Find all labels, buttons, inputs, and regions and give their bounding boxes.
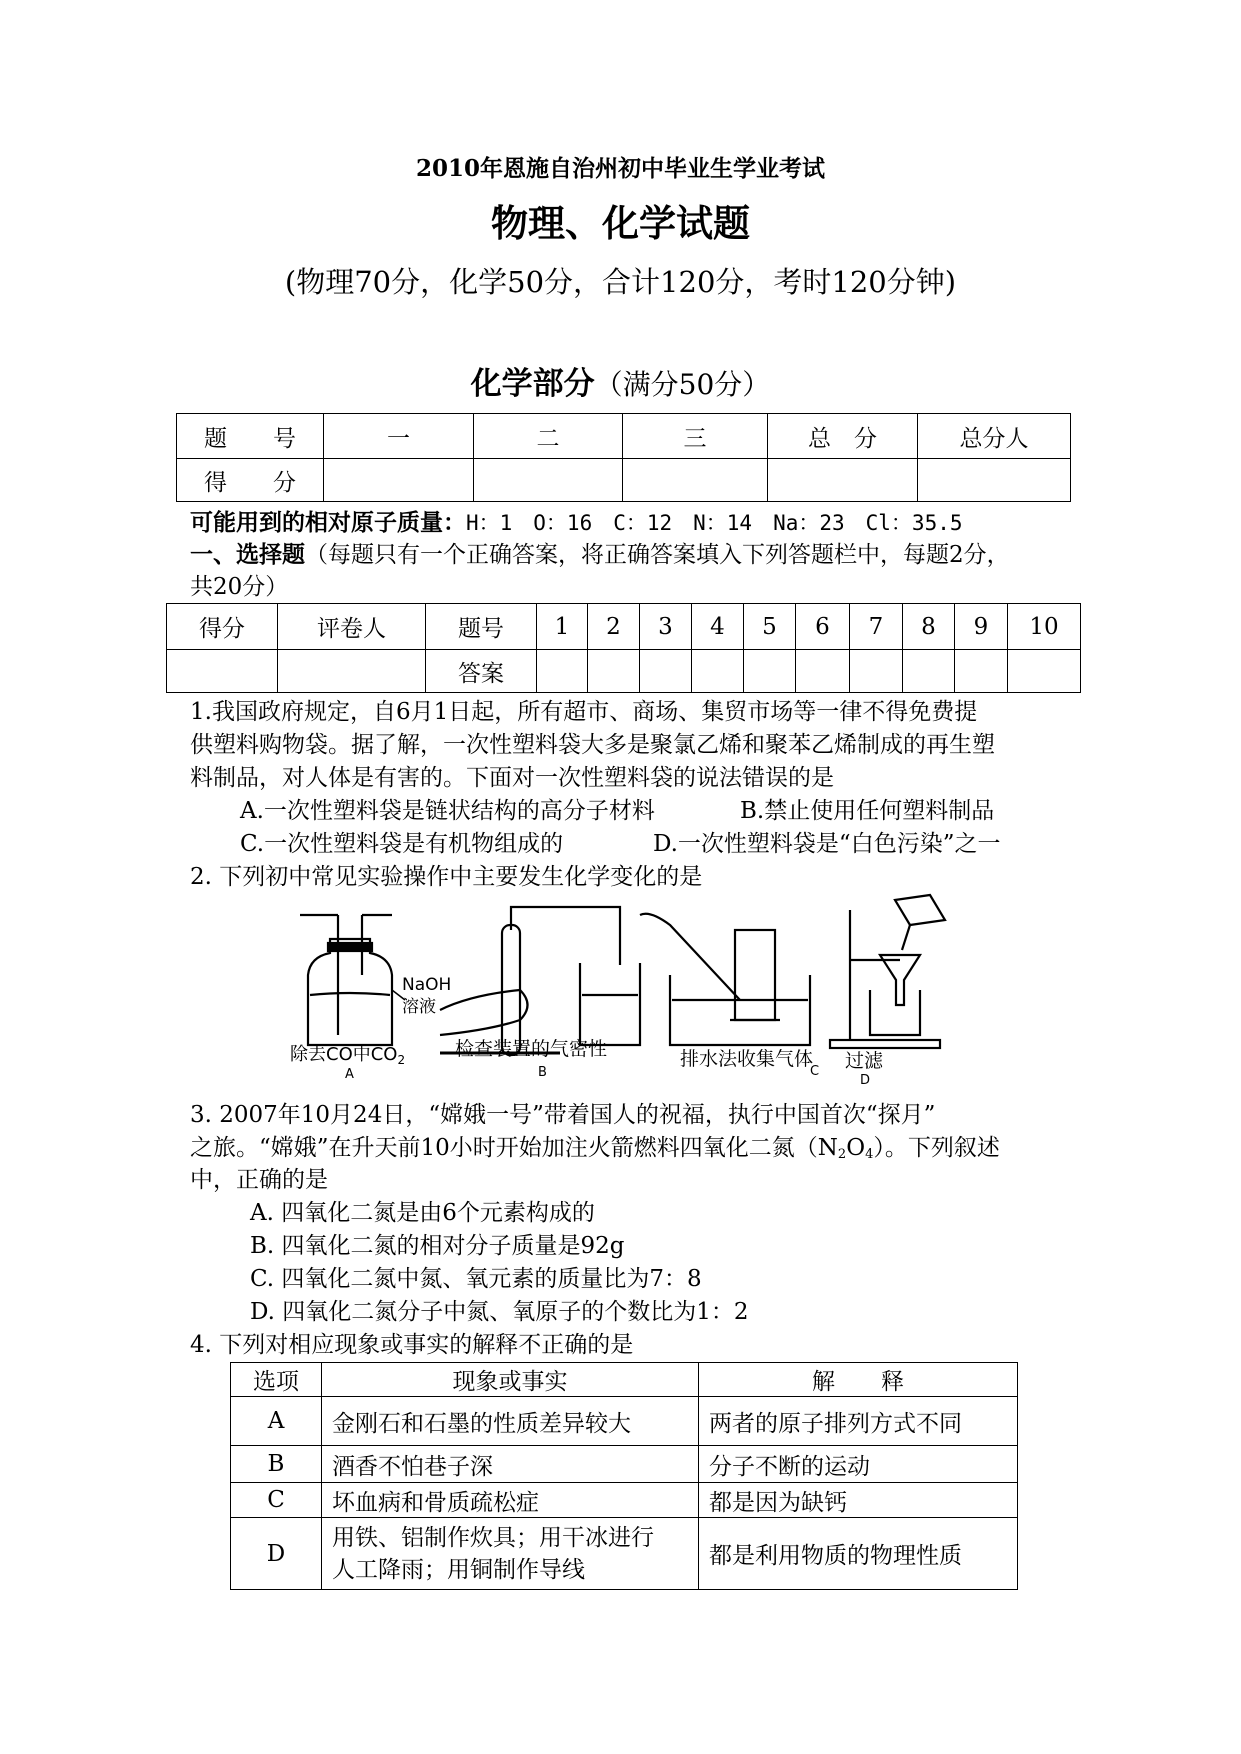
water-displacement-icon bbox=[640, 914, 810, 1045]
fig-a-caption: 除去CO中$CO_2$ bbox=[290, 1044, 406, 1067]
fig-a-reagent-line1: NaOH bbox=[402, 975, 452, 995]
atomic-masses bbox=[190, 507, 963, 539]
gas-washing-bottle-icon bbox=[300, 915, 405, 1045]
q4-stem: 4. 下列对相应现象或事实的解释不正确的是 bbox=[190, 1332, 634, 1358]
q4-header-fact: 现象或事实 bbox=[322, 1363, 699, 1397]
answer-cell[interactable] bbox=[588, 650, 640, 693]
q4-row-option: D bbox=[231, 1518, 322, 1590]
q4-row-fact: 坏血病和骨质疏松症 bbox=[322, 1483, 699, 1518]
score-cell[interactable] bbox=[768, 459, 918, 502]
q3-stem-line3: 中，正确的是 bbox=[190, 1167, 328, 1193]
fig-d-caption: 过滤 bbox=[845, 1050, 884, 1072]
fig-d-letter: D bbox=[860, 1073, 871, 1088]
q2-stem: 2. 下列初中常见实验操作中主要发生化学变化的是 bbox=[190, 864, 703, 890]
score-table-header: 一 bbox=[324, 414, 474, 459]
fig-b-caption: 检查装置的气密性 bbox=[455, 1038, 608, 1060]
score-cell[interactable] bbox=[623, 459, 768, 502]
fig-c-letter: C bbox=[810, 1064, 820, 1079]
section-name: 化学部分 bbox=[470, 366, 595, 402]
answer-cell[interactable] bbox=[850, 650, 903, 693]
section-title bbox=[0, 358, 1241, 403]
question-number: 5 bbox=[744, 604, 796, 650]
q3-option-a: A. 四氧化二氮是由6个元素构成的 bbox=[250, 1200, 595, 1226]
q3-option-c: C. 四氧化二氮中氮、氧元素的质量比为7：8 bbox=[250, 1266, 702, 1292]
q3-stem-line1: 3. 2007年10月24日，“嫦娥一号”带着国人的祝福，执行中国首次“探月” bbox=[190, 1102, 936, 1128]
q4-row-option: B bbox=[231, 1446, 322, 1483]
q4-row-option: C bbox=[231, 1483, 322, 1518]
q4-row-reason: 两者的原子排列方式不同 bbox=[699, 1397, 1018, 1446]
question-number: 8 bbox=[903, 604, 955, 650]
q4-row-reason: 分子不断的运动 bbox=[699, 1446, 1018, 1483]
question-number: 10 bbox=[1008, 604, 1081, 650]
grader-entry[interactable] bbox=[278, 650, 426, 693]
answer-cell[interactable] bbox=[903, 650, 955, 693]
q4-row-fact: 金刚石和石墨的性质差异较大 bbox=[322, 1397, 699, 1446]
question-number: 7 bbox=[850, 604, 903, 650]
q1-option-b: B.禁止使用任何塑料制品 bbox=[740, 798, 995, 824]
part1-instructions: （每题只有一个正确答案，将正确答案填入下列答题栏中，每题2分， bbox=[305, 542, 1010, 568]
question-number: 2 bbox=[588, 604, 640, 650]
fig-a-reagent-line2: 溶液 bbox=[402, 997, 436, 1017]
score-table-header: 三 bbox=[623, 414, 768, 459]
q3-option-d: D. 四氧化二氮分子中氮、氧原子的个数比为1：2 bbox=[250, 1299, 749, 1325]
q1-stem-line1: 1.我国政府规定，自6月1日起，所有超市、商场、集贸市场等一律不得免费提 bbox=[190, 699, 978, 725]
q4-row-reason: 都是因为缺钙 bbox=[699, 1483, 1018, 1518]
part1-heading: 一、选择题 bbox=[190, 541, 305, 568]
score-table-header: 总分人 bbox=[918, 414, 1071, 459]
q4-row-fact: 酒香不怕巷子深 bbox=[322, 1446, 699, 1483]
q3-stem-line2: 之旅。“嫦娥”在升天前10小时开始加注火箭燃料四氧化二氮$(N_2O_4)$。下列叙述 bbox=[190, 1135, 1000, 1162]
part1-heading-line bbox=[190, 539, 1010, 571]
answer-table-grader-label: 评卷人 bbox=[278, 604, 426, 650]
answer-cell[interactable] bbox=[796, 650, 850, 693]
fig-c-caption: 排水法收集气体 bbox=[680, 1048, 814, 1070]
q4-table bbox=[230, 1362, 1018, 1590]
q2-apparatus-figures bbox=[290, 895, 1050, 1088]
score-table-header: 二 bbox=[474, 414, 623, 459]
atomic-masses-values: H：1 O：16 C：12 N：14 Na：23 Cl：35.5 bbox=[466, 511, 963, 535]
q1-option-a: A.一次性塑料袋是链状结构的高分子材料 bbox=[240, 798, 655, 824]
q1-option-c: C.一次性塑料袋是有机物组成的 bbox=[240, 831, 564, 857]
exam-title: 2010年恩施自治州初中毕业生学业考试 bbox=[415, 155, 825, 182]
paper-title: 物理、化学试题 bbox=[491, 201, 750, 245]
answer-cell[interactable] bbox=[537, 650, 588, 693]
q4-row-reason: 都是利用物质的物理性质 bbox=[699, 1518, 1018, 1590]
q4-row-fact: 用铁、铝制作炊具；用干冰进行 人工降雨；用铜制作导线 bbox=[322, 1518, 699, 1590]
score-row-label: 得 分 bbox=[177, 459, 324, 502]
score-table-header: 题 号 bbox=[177, 414, 324, 459]
section-full-score: （满分50分） bbox=[594, 368, 771, 401]
answer-table-answer-label: 答案 bbox=[426, 650, 537, 693]
score-cell[interactable] bbox=[474, 459, 623, 502]
answer-table bbox=[166, 603, 1081, 693]
q1-stem-line2: 供塑料购物袋。据了解，一次性塑料袋大多是聚氯乙烯和聚苯乙烯制成的再生塑 bbox=[190, 732, 995, 758]
question-number: 3 bbox=[640, 604, 692, 650]
answer-table-question-label: 题号 bbox=[426, 604, 537, 650]
score-entry[interactable] bbox=[167, 650, 278, 693]
q3-option-b: B. 四氧化二氮的相对分子质量是92g bbox=[250, 1233, 625, 1259]
answer-cell[interactable] bbox=[744, 650, 796, 693]
question-number: 6 bbox=[796, 604, 850, 650]
q1-stem-line3: 料制品，对人体是有害的。下面对一次性塑料袋的说法错误的是 bbox=[190, 765, 834, 791]
answer-table-score-label: 得分 bbox=[167, 604, 278, 650]
score-note: (物理70分，化学50分，合计120分，考时120分钟) bbox=[284, 265, 957, 299]
answer-cell[interactable] bbox=[692, 650, 744, 693]
q4-header-reason: 解 释 bbox=[699, 1363, 1018, 1397]
question-number: 9 bbox=[955, 604, 1008, 650]
part1-instructions-cont: 共20分） bbox=[190, 574, 289, 600]
q4-row-option: A bbox=[231, 1397, 322, 1446]
score-table bbox=[176, 413, 1071, 502]
q4-header-option: 选项 bbox=[231, 1363, 322, 1397]
answer-cell[interactable] bbox=[640, 650, 692, 693]
question-number: 1 bbox=[537, 604, 588, 650]
score-cell[interactable] bbox=[918, 459, 1071, 502]
atomic-masses-label: 可能用到的相对原子质量： bbox=[190, 509, 466, 536]
fig-b-letter: B bbox=[538, 1065, 547, 1080]
q1-option-d: D.一次性塑料袋是“白色污染”之一 bbox=[653, 831, 1001, 857]
fig-a-letter: A bbox=[345, 1067, 354, 1082]
filtration-icon bbox=[830, 895, 945, 1048]
score-cell[interactable] bbox=[324, 459, 474, 502]
answer-cell[interactable] bbox=[955, 650, 1008, 693]
score-table-header: 总 分 bbox=[768, 414, 918, 459]
question-number: 4 bbox=[692, 604, 744, 650]
answer-cell[interactable] bbox=[1008, 650, 1081, 693]
airtightness-check-icon bbox=[440, 907, 640, 1055]
